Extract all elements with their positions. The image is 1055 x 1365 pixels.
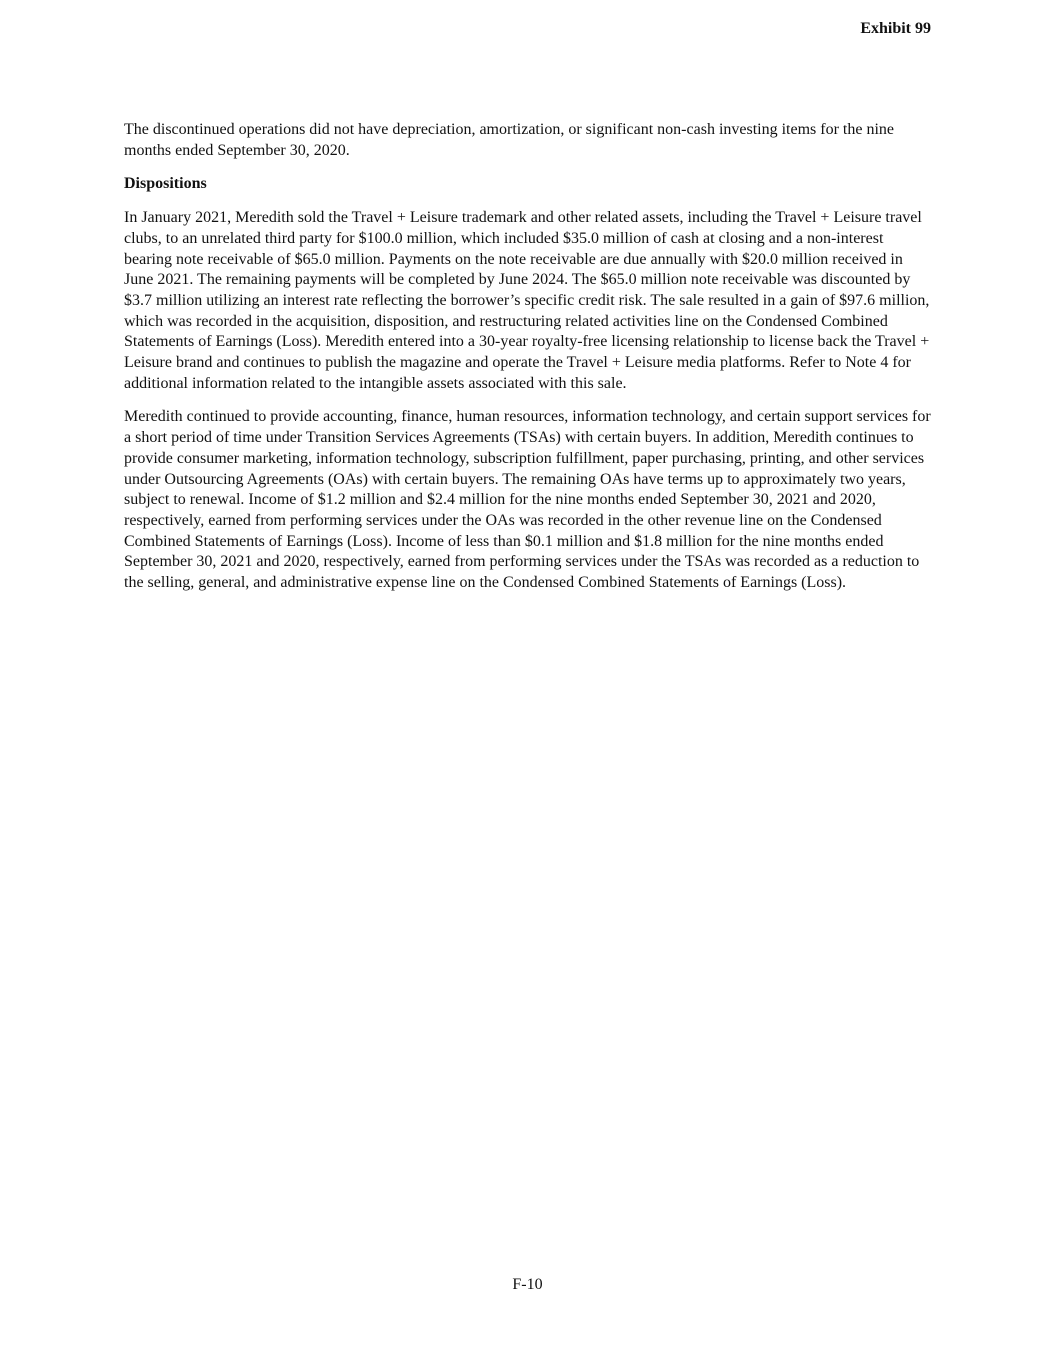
intro-paragraph: The discontinued operations did not have depreciation, amortization, or significant non-cash investing items for the nine months ended September 30, 2020. xyxy=(124,121,895,159)
page-number: F-10 xyxy=(512,1276,543,1293)
dispositions-paragraph: In January 2021, Meredith sold the Travel + Leisure trademark and other related assets, including the Travel + Leisure travel clubs, to an unrelated third party for $100.0 million, which included $35.0 million of cash at closing and a non-interest bearing note receivable of $65.0 million. Payments on the note receivable are due annually with $20.0 million received in June 2021. The remaining payments will be completed by June 2024. The $65.0 million note receivable was discounted by $3.7 million utilizing an interest rate reflecting the borrower’s specific credit risk. The sale resulted in a gain of $97.6 million, which was recorded in the acquisition, disposition, and restructuring related activities line on the Condensed Combined Statements of Earnings (Loss). Meredith entered into a 30-year royalty-free licensing relationship to license back the Travel + Leisure brand and continues to publish the magazine and operate the Travel + Leisure media platforms. Refer to Note 4 for additional information related to the intangible assets associated with this sale. xyxy=(124,209,930,392)
document-body xyxy=(124,120,931,607)
services-paragraph: Meredith continued to provide accounting, finance, human resources, information technology, and certain support services for a short period of time under Transition Services Agreements (TSAs) with certain buyers. In addition, Meredith continues to provide consumer marketing, information technology, subscription fulfillment, paper purchasing, printing, and other services under Outsourcing Agreements (OAs) with certain buyers. The remaining OAs have terms up to approximately two years, subject to renewal. Income of $1.2 million and $2.4 million for the nine months ended September 30, 2021 and 2020, respectively, earned from performing services under the OAs was recorded in the other revenue line on the Condensed Combined Statements of Earnings (Loss). Income of less than $0.1 million and $1.8 million for the nine months ended September 30, 2021 and 2020, respectively, earned from performing services under the TSAs was recorded as a reduction to the selling, general, and administrative expense line on the Condensed Combined Statements of Earnings (Loss). xyxy=(124,408,931,592)
section-heading-dispositions: Dispositions xyxy=(124,175,207,193)
exhibit-label: Exhibit 99 xyxy=(860,20,931,37)
